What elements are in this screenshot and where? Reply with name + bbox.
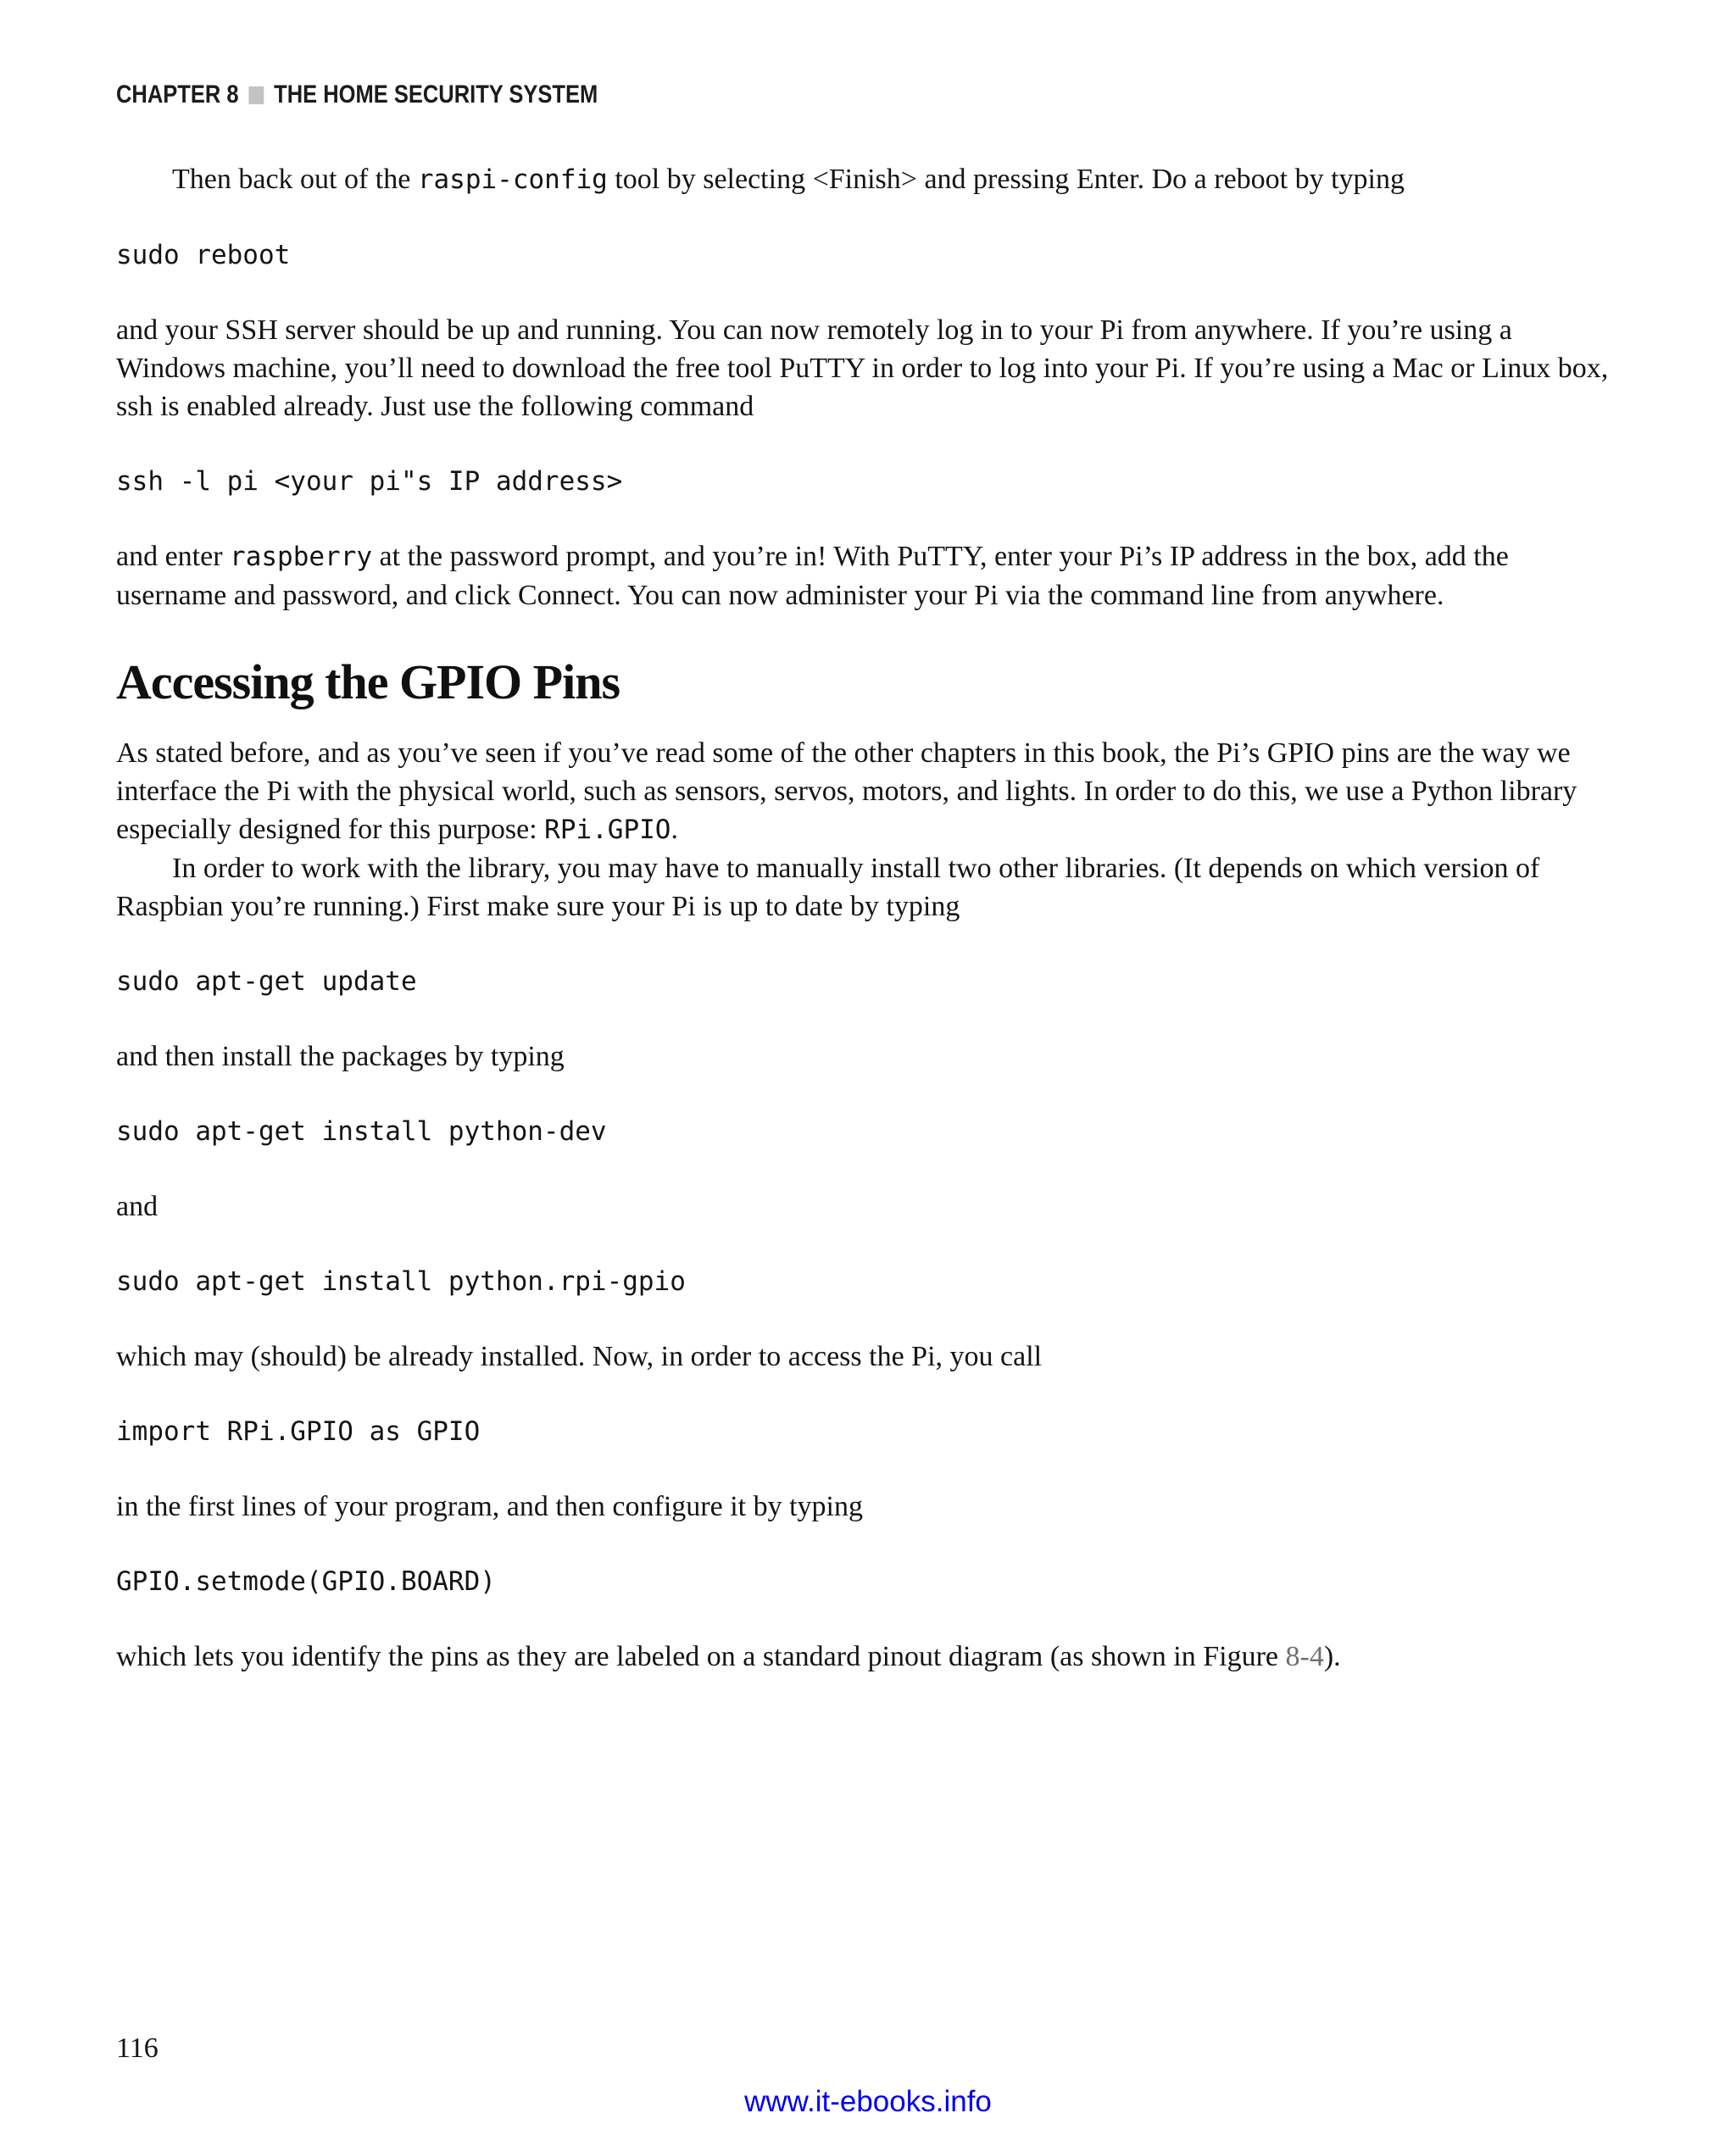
paragraph-pinout-text: which lets you identify the pins as they are labeled on a standard pinout diagram (as shown in Figure xyxy=(116,1641,1286,1672)
code-block-ssh-command: ssh -l pi <your pi"s IP address> xyxy=(116,466,623,497)
code-block-python-dev: sudo apt-get install python-dev xyxy=(116,1116,607,1147)
footer xyxy=(0,2085,1736,2119)
paragraph-pinout xyxy=(116,1638,1620,1676)
paragraph-libraries: In order to work with the library, you may have to manually install two other libraries. (It depends on which version of Raspbian you’re running.) First make sure your Pi is up to date by typing xyxy=(116,853,1540,922)
paragraph-password-text-2: at the password prompt, and you’re in! With PuTTY, enter your Pi’s IP address in the box, add the username and password, and click Connect. You can now administer your Pi via the command line from anywhere. xyxy=(116,541,1509,611)
running-head xyxy=(116,81,1394,109)
code-block-import-gpio: import RPi.GPIO as GPIO xyxy=(116,1416,481,1447)
inline-code-rpi-gpio: RPi.GPIO xyxy=(544,815,671,845)
paragraph-ssh-server: and your SSH server should be up and running. You can now remotely log in to your Pi from anywhere. If you’re using a Windows machine, you’ll need to download the free tool PuTTY in order to log into your Pi. If you’re using a Mac or Linux box, ssh is enabled already. Just use the following command xyxy=(116,314,1609,422)
paragraph-reboot-text: Then back out of the xyxy=(172,164,418,195)
paragraph-already-installed: which may (should) be already installed. Now, in order to access the Pi, you call xyxy=(116,1341,1043,1372)
paragraph-install-packages: and then install the packages by typing xyxy=(116,1041,565,1072)
book-title-label: THE HOME SECURITY SYSTEM xyxy=(274,81,598,108)
section-heading-gpio: Accessing the GPIO Pins xyxy=(116,654,620,709)
inline-code-raspi-config: raspi-config xyxy=(417,164,608,195)
code-block-sudo-reboot: sudo reboot xyxy=(116,240,291,270)
figure-8-4-link[interactable]: 8-4 xyxy=(1285,1641,1324,1672)
paragraph-reboot-text-2: tool by selecting <Finish> and pressing Enter. Do a reboot by typing xyxy=(607,164,1405,195)
chapter-separator-square-icon xyxy=(248,86,264,104)
code-block-apt-update: sudo apt-get update xyxy=(116,966,417,997)
paragraph-password-text: and enter xyxy=(116,541,231,572)
paragraph-gpio-intro xyxy=(116,734,1620,849)
paragraph-pinout-text-2: ). xyxy=(1323,1641,1341,1672)
chapter-label: CHAPTER 8 xyxy=(116,81,239,108)
page-number: 116 xyxy=(116,2033,159,2064)
footer-link[interactable]: www.it-ebooks.info xyxy=(744,2085,992,2118)
paragraph-gpio-intro-text-2: . xyxy=(670,814,678,845)
paragraph-first-lines: in the first lines of your program, and then configure it by typing xyxy=(116,1491,863,1522)
paragraph-password xyxy=(116,537,1620,614)
paragraph-gpio-intro-text: As stated before, and as you’ve seen if you’ve read some of the other chapters in this book, the Pi’s GPIO pins are the way we interface the Pi with the physical world, such as sensors, servos, motors, and lights. In order to do this, we use a Python library especially designed for this purpose: xyxy=(116,737,1577,845)
code-block-setmode: GPIO.setmode(GPIO.BOARD) xyxy=(116,1566,496,1597)
paragraph-reboot xyxy=(116,160,1620,199)
code-block-rpi-gpio-install: sudo apt-get install python.rpi-gpio xyxy=(116,1266,686,1297)
page-content xyxy=(116,81,1620,1715)
inline-code-raspberry: raspberry xyxy=(230,542,373,572)
paragraph-and: and xyxy=(116,1191,159,1222)
